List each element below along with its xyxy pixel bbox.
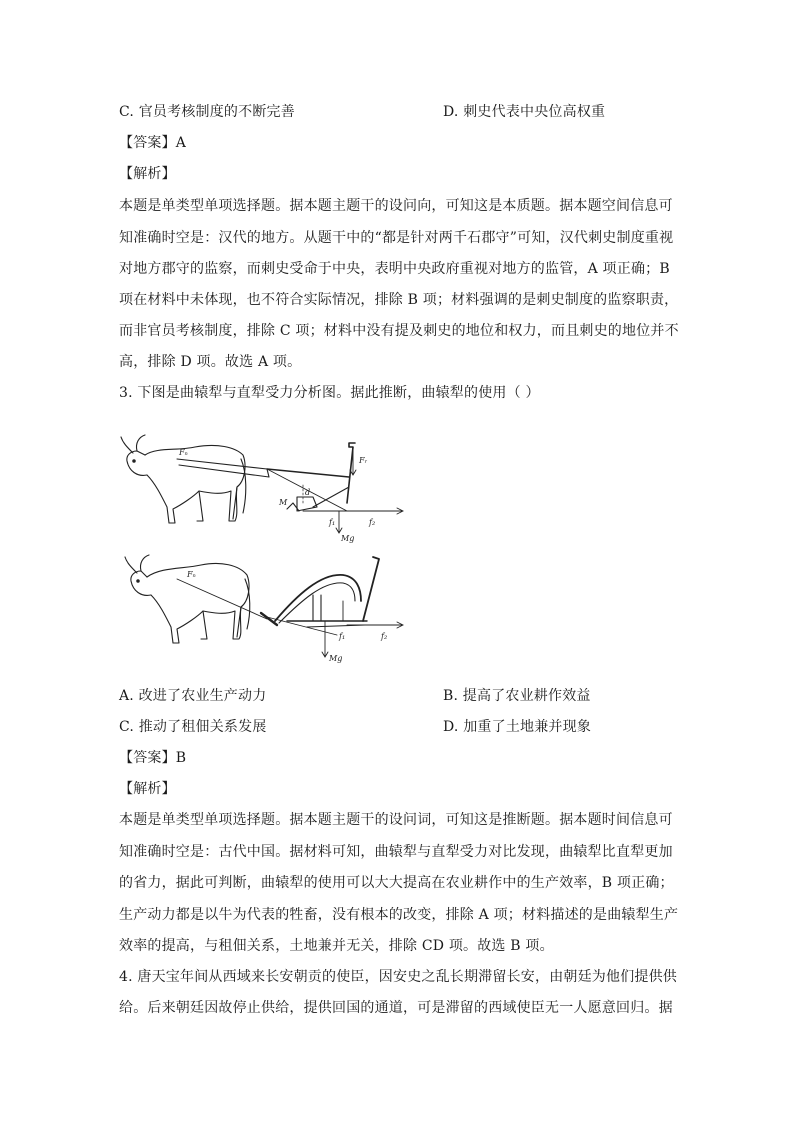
straight-plow-figure: [121, 435, 403, 533]
label-m-top: M: [279, 498, 288, 507]
label-f2-top: f₂: [369, 518, 376, 527]
label-mg-bottom: Mg: [329, 654, 343, 663]
label-fr-top: Fᵣ: [359, 456, 368, 465]
q3-analysis-line: 生产动力都是以牛为代表的牲畜，没有根本的改变，排除 A 项；材料描述的是曲辕犁生产: [119, 907, 679, 923]
q2-analysis-line: 本题是单类型单项选择题。据本题主题干的设问向，可知这是本质题。据本题空间信息可: [119, 198, 673, 214]
q2-analysis-line: 对地方郡守的监察，而刺史受命于中央，表明中央政府重视对地方的监管，A 项正确；B: [119, 261, 670, 277]
q3-analysis-line: 知准确时空是：古代中国。据材料可知，曲辕犁与直犁受力对比发现，曲辕犁比直犁更加: [119, 844, 673, 860]
curved-plow-figure: [125, 555, 403, 657]
q3-answer: 【答案】B: [119, 750, 187, 766]
q2-answer: 【答案】A: [119, 135, 187, 151]
label-fn-bottom: Fₙ: [187, 570, 196, 579]
label-d-top: d: [305, 488, 311, 497]
q2-analysis-title: 【解析】: [119, 166, 176, 182]
q3-option-a: A. 改进了农业生产动力: [119, 688, 267, 704]
label-fn-top: Fₙ: [179, 448, 188, 457]
q4-stem-line: 4. 唐天宝年间从西域来长安朝贡的使臣，因安史之乱长期滞留长安，由朝廷为他们提供供: [119, 969, 678, 985]
q2-option-c: C. 官员考核制度的不断完善: [119, 104, 295, 120]
label-f1-bottom: f₁: [339, 632, 346, 641]
q4-stem-line: 给。后来朝廷因故停止供给，提供回国的通道，可是滞留的西域使臣无一人愿意回归。据: [119, 1000, 673, 1016]
q2-analysis-line: 知准确时空是：汉代的地方。从题干中的“都是针对两千石郡守”可知，汉代刺史制度重视: [119, 230, 674, 246]
q3-analysis-line: 的省力，据此可判断，曲辕犁的使用可以大大提高在农业耕作中的生产效率，B 项正确；: [119, 875, 674, 891]
q3-option-c: C. 推动了租佃关系发展: [119, 719, 267, 735]
q2-analysis-line: 而非官员考核制度，排除 C 项；材料中没有提及刺史的地位和权力，而且刺史的地位并不: [119, 323, 679, 339]
label-mg-top: Mg: [341, 534, 355, 543]
q3-analysis-line: 本题是单类型单项选择题。据本题主题干的设问词，可知这是推断题。据本题时间信息可: [119, 812, 673, 828]
plow-force-diagram: [117, 425, 407, 665]
q3-analysis-title: 【解析】: [119, 781, 176, 797]
q3-analysis-line: 效率的提高，与租佃关系，土地兼并无关，排除 CD 项。故选 B 项。: [119, 938, 554, 954]
q2-analysis-line: 高，排除 D 项。故选 A 项。: [119, 354, 302, 370]
q3-option-b: B. 提高了农业耕作效益: [443, 688, 591, 704]
q2-option-d: D. 刺史代表中央位高权重: [443, 104, 606, 120]
label-f1-top: f₁: [329, 518, 336, 527]
label-f2-bottom: f₂: [381, 632, 388, 641]
q2-analysis-line: 项在材料中未体现，也不符合实际情况，排除 B 项；材料强调的是刺史制度的监察职责，: [119, 292, 679, 308]
q3-stem: 3. 下图是曲辕犁与直犁受力分析图。据此推断，曲辕犁的使用（ ）: [119, 385, 540, 401]
q3-option-d: D. 加重了土地兼并现象: [443, 719, 592, 735]
